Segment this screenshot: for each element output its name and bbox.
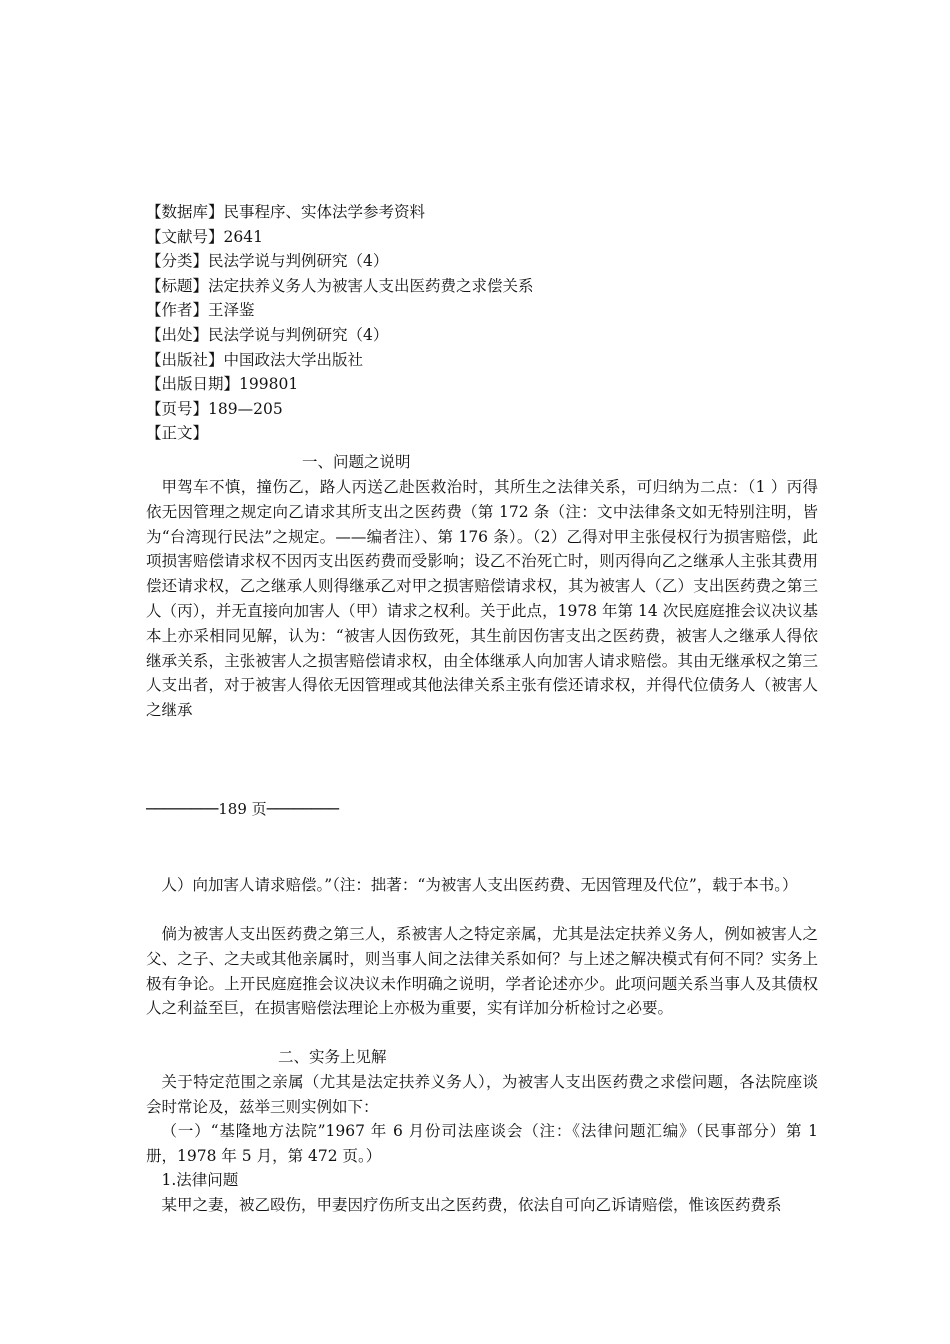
section-heading-1: 一、问题之说明 <box>302 453 411 471</box>
meta-value: 法定扶养义务人为被害人支出医药费之求偿关系 <box>208 276 534 295</box>
meta-label: 【出版日期】 <box>146 375 240 394</box>
meta-publisher <box>146 348 826 373</box>
paragraph: 人）向加害人请求赔偿。”（注：拙著：“为被害人支出医药费、无因管理及代位”，载于本书。） <box>161 876 798 894</box>
meta-label: 【标题】 <box>146 276 209 295</box>
paragraph: 关于特定范围之亲属（尤其是法定扶养义务人），为被害人支出医药费之求偿问题，各法院座谈会时常论及，兹举三则实例如下： <box>146 1073 818 1116</box>
meta-value: 189—205 <box>208 399 283 418</box>
meta-body-label <box>146 421 826 446</box>
paragraph: （一）“基隆地方法院”1967 年 6 月份司法座谈会（注：《法律问题汇编》（民事部分）第 1 册，1978 年 5 月，第 472 页。） <box>146 1122 818 1165</box>
meta-title <box>146 274 826 299</box>
page-number-marker: ────────189 页──────── <box>146 800 339 818</box>
meta-label: 【正文】 <box>146 424 209 443</box>
meta-label: 【数据库】 <box>146 203 224 221</box>
meta-doc-number <box>146 225 826 250</box>
meta-label: 【文献号】 <box>146 227 224 246</box>
meta-source <box>146 323 826 348</box>
meta-label: 【作者】 <box>146 301 209 320</box>
paragraph: 倘为被害人支出医药费之第三人，系被害人之特定亲属，尤其是法定扶养义务人，例如被害人之父、之子、之夫或其他亲属时，则当事人间之法律关系如何？与上述之解决模式有何不同？实务上极有争论。上开民庭庭推会议决议未作明确之说明，学者论述亦少。此项问题关系当事人及其债权人之利益至巨，在损害赔偿法理论上亦极为重要，实有详加分析检讨之必要。 <box>146 925 818 1018</box>
meta-value: 王泽鉴 <box>208 301 255 320</box>
meta-label: 【出处】 <box>146 325 209 344</box>
sub-heading: 1.法律问题 <box>161 1171 239 1189</box>
meta-label: 【页号】 <box>146 399 209 418</box>
metadata-block <box>146 200 826 446</box>
meta-category <box>146 249 826 274</box>
meta-author <box>146 298 826 323</box>
meta-value: 民事程序、实体法学参考资料 <box>223 203 426 221</box>
meta-publish-date <box>146 372 826 397</box>
meta-value: 2641 <box>223 227 263 246</box>
meta-pages <box>146 397 826 422</box>
meta-value: 199801 <box>239 375 299 394</box>
meta-label: 【出版社】 <box>146 350 224 369</box>
meta-label: 【分类】 <box>146 252 209 271</box>
meta-value: 中国政法大学出版社 <box>223 350 364 369</box>
meta-value: 民法学说与判例研究（4） <box>208 325 389 344</box>
section-heading-2: 二、实务上见解 <box>278 1048 387 1066</box>
meta-value: 民法学说与判例研究（4） <box>208 252 389 271</box>
paragraph: 某甲之妻，被乙殴伤，甲妻因疗伤所支出之医药费，依法自可向乙诉请赔偿，惟该医药费系 <box>161 1196 782 1214</box>
paragraph: 甲驾车不慎，撞伤乙，路人丙送乙赴医救治时，其所生之法律关系，可归纳为二点：（1 ）丙得依无因管理之规定向乙请求其所支出之医药费（第 172 条（注：文中法律条文如无特别注明，皆为“台湾现行民法”之规定。——编者注）、第 176 条）。（2）乙得对甲主张侵权行为损害赔偿，此项损害赔偿请求权不因丙支出医药费而受影响；设乙不治死亡时，则丙得向乙之继承人主张其费用偿还请求权，乙之继承人则得继承乙对甲之损害赔偿请求权，其为被害人（乙）支出医药费之第三人（丙），并无直接向加害人（甲）请求之权利。关于此点，1978 年第 14 次民庭庭推会议决议基本上亦采相同见解，认为：“被害人因伤致死，其生前因伤害支出之医药费，被害人之继承人得依继承关系，主张被害人之损害赔偿请求权，由全体继承人向加害人请求赔偿。其由无继承权之第三人支出者，对于被害人得依无因管理或其他法律关系主张有偿还请求权，并得代位债务人（被害人之继承 <box>146 478 818 720</box>
meta-database <box>146 200 826 225</box>
